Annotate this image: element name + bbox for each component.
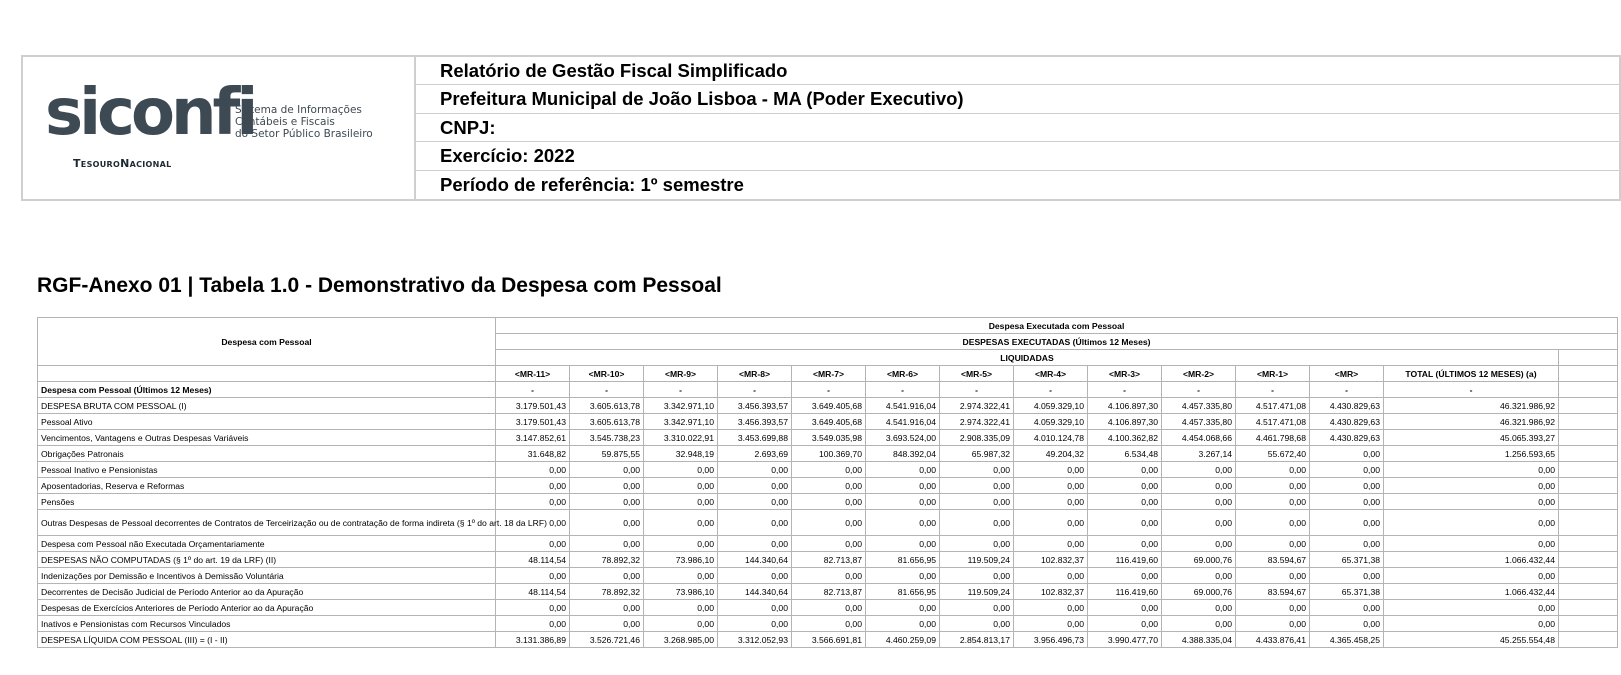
table-cell: 0,00 [792, 568, 866, 584]
row-label: DESPESA LÍQUIDA COM PESSOAL (III) = (I - II) [38, 632, 496, 648]
table-cell: 0,00 [1014, 478, 1088, 494]
table-cell: 3.649.405,68 [792, 414, 866, 430]
table-cell: 4.059.329,10 [1014, 398, 1088, 414]
table-cell: 1.066.432,44 [1384, 584, 1559, 600]
table-cell: 0,00 [718, 568, 792, 584]
table-row [38, 510, 1618, 536]
table-cell: 119.509,24 [940, 584, 1014, 600]
row-label: DESPESAS NÃO COMPUTADAS (§ 1º do art. 19 da LRF) (II) [38, 552, 496, 568]
personnel-expense-table [37, 317, 1618, 648]
table-cell: 0,00 [1162, 478, 1236, 494]
section-title: RGF-Anexo 01 | Tabela 1.0 - Demonstrativo da Despesa com Pessoal [37, 274, 722, 297]
blank-cell [1559, 414, 1618, 430]
column-header: <MR-11> [496, 366, 570, 382]
table-cell: 3.147.852,61 [496, 430, 570, 446]
column-header: <MR-8> [718, 366, 792, 382]
table-cell: 0,00 [1236, 568, 1310, 584]
table-cell: 3.342.971,10 [644, 414, 718, 430]
row-label: Vencimentos, Vantagens e Outras Despesas Variáveis [38, 430, 496, 446]
table-cell: 144.340,64 [718, 552, 792, 568]
logo-wordmark: siconfi [45, 76, 255, 150]
row-label: DESPESA BRUTA COM PESSOAL (I) [38, 398, 496, 414]
table-cell: 0,00 [1088, 510, 1162, 536]
table-cell: 0,00 [1014, 616, 1088, 632]
blank-cell [1559, 430, 1618, 446]
table-cell: 0,00 [644, 568, 718, 584]
table-cell: 0,00 [1014, 568, 1088, 584]
blank-cell [1559, 536, 1618, 552]
blank-cell [1559, 398, 1618, 414]
blank-cell [1559, 478, 1618, 494]
table-cell: 0,00 [940, 600, 1014, 616]
column-header: <MR-2> [1162, 366, 1236, 382]
table-cell: 0,00 [866, 536, 940, 552]
table-cell: 0,00 [1162, 616, 1236, 632]
table-cell: 0,00 [1088, 568, 1162, 584]
table-cell: 4.541.916,04 [866, 414, 940, 430]
table-body [38, 382, 1618, 648]
table-cell: 0,00 [1310, 510, 1384, 536]
table-row [38, 478, 1618, 494]
siconfi-logo [23, 57, 416, 199]
table-cell: 0,00 [1384, 494, 1559, 510]
table-cell: 0,00 [1162, 600, 1236, 616]
table-cell: 0,00 [866, 600, 940, 616]
table-cell: 32.948,19 [644, 446, 718, 462]
table-cell: 0,00 [570, 536, 644, 552]
row-label: Pensões [38, 494, 496, 510]
table-cell: 0,00 [1088, 478, 1162, 494]
table-cell: 0,00 [1310, 478, 1384, 494]
table-cell: 0,00 [1088, 462, 1162, 478]
table-cell: 0,00 [792, 478, 866, 494]
table-cell: 0,00 [1236, 478, 1310, 494]
table-cell: 49.204,32 [1014, 446, 1088, 462]
table-row [38, 568, 1618, 584]
table-cell: 0,00 [792, 536, 866, 552]
table-cell: 0,00 [570, 462, 644, 478]
table-cell: 3.605.613,78 [570, 398, 644, 414]
table-cell: 0,00 [644, 494, 718, 510]
table-cell: 3.179.501,43 [496, 398, 570, 414]
table-cell: 0,00 [1162, 462, 1236, 478]
table-cell: 3.566.691,81 [792, 632, 866, 648]
table-cell: 0,00 [1162, 494, 1236, 510]
table-cell: 0,00 [1310, 536, 1384, 552]
table-cell: 4.460.259,09 [866, 632, 940, 648]
table-cell: 0,00 [792, 600, 866, 616]
table-cell: 3.456.393,57 [718, 398, 792, 414]
table-cell: 3.526.721,46 [570, 632, 644, 648]
table-cell: 102.832,37 [1014, 584, 1088, 600]
table-cell: 0,00 [1162, 536, 1236, 552]
table-cell: 4.430.829,63 [1310, 430, 1384, 446]
table-cell: - [718, 382, 792, 398]
table-cell: - [1014, 382, 1088, 398]
table-cell: 0,00 [940, 462, 1014, 478]
table-cell: 83.594,67 [1236, 552, 1310, 568]
table-cell: 102.832,37 [1014, 552, 1088, 568]
table-cell: 144.340,64 [718, 584, 792, 600]
row-label: Despesas de Exercícios Anteriores de Período Anterior ao da Apuração [38, 600, 496, 616]
table-cell: 0,00 [496, 536, 570, 552]
table-cell: 0,00 [866, 478, 940, 494]
table-cell: 2.854.813,17 [940, 632, 1014, 648]
table-cell: 4.517.471,08 [1236, 398, 1310, 414]
blank-cell [1559, 600, 1618, 616]
table-cell: 4.457.335,80 [1162, 398, 1236, 414]
table-cell: 4.365.458,25 [1310, 632, 1384, 648]
table-cell: 4.433.876,41 [1236, 632, 1310, 648]
table-cell: - [940, 382, 1014, 398]
table-row [38, 536, 1618, 552]
table-cell: 0,00 [1014, 536, 1088, 552]
table-cell: 0,00 [1014, 600, 1088, 616]
table-row [38, 382, 1618, 398]
table-row [38, 414, 1618, 430]
table-cell: 3.990.477,70 [1088, 632, 1162, 648]
column-header: <MR-5> [940, 366, 1014, 382]
header-info [416, 57, 1619, 199]
table-cell: 100.369,70 [792, 446, 866, 462]
table-cell: 4.106.897,30 [1088, 398, 1162, 414]
table-cell: 0,00 [496, 510, 570, 536]
table-cell: 0,00 [1014, 494, 1088, 510]
table-cell: 0,00 [1014, 510, 1088, 536]
blank-cell [1559, 584, 1618, 600]
table-cell: 65.987,32 [940, 446, 1014, 462]
table-cell: 0,00 [1384, 536, 1559, 552]
table-cell: 65.371,38 [1310, 584, 1384, 600]
blank-header-cell [38, 366, 496, 382]
table-cell: 78.892,32 [570, 552, 644, 568]
table-cell: 69.000,76 [1162, 584, 1236, 600]
column-header: <MR-10> [570, 366, 644, 382]
table-cell: 0,00 [1384, 478, 1559, 494]
table-cell: 0,00 [718, 616, 792, 632]
table-cell: 1.256.593,65 [1384, 446, 1559, 462]
blank-cell [1559, 462, 1618, 478]
table-cell: 0,00 [718, 536, 792, 552]
table-row [38, 446, 1618, 462]
table-cell: 4.059.329,10 [1014, 414, 1088, 430]
table-cell: 0,00 [1310, 600, 1384, 616]
table-cell: 3.453.699,88 [718, 430, 792, 446]
blank-cell [1559, 446, 1618, 462]
table-cell: 0,00 [1384, 568, 1559, 584]
table-cell: - [1310, 382, 1384, 398]
row-label: Pessoal Inativo e Pensionistas [38, 462, 496, 478]
table-cell: 0,00 [570, 616, 644, 632]
column-header: TOTAL (ÚLTIMOS 12 MESES) (a) [1384, 366, 1559, 382]
table-cell: 0,00 [644, 462, 718, 478]
table-cell: 2.974.322,41 [940, 398, 1014, 414]
table-cell: 3.342.971,10 [644, 398, 718, 414]
row-header: Despesa com Pessoal [38, 318, 496, 366]
table-cell: 3.605.613,78 [570, 414, 644, 430]
table-cell: 0,00 [644, 536, 718, 552]
table-cell: 2.974.322,41 [940, 414, 1014, 430]
table-cell: - [1088, 382, 1162, 398]
table-cell: 0,00 [570, 510, 644, 536]
column-header: <MR-9> [644, 366, 718, 382]
cnpj-field: CNPJ: [416, 114, 1619, 142]
logo-subtitle [235, 104, 373, 140]
table-row [38, 462, 1618, 478]
table-cell: 0,00 [718, 494, 792, 510]
table-cell: 48.114,54 [496, 584, 570, 600]
table-cell: 0,00 [940, 494, 1014, 510]
logo-subtitle-line: do Setor Público Brasileiro [235, 128, 373, 140]
table-cell: 0,00 [644, 510, 718, 536]
table-cell: 31.648,82 [496, 446, 570, 462]
table-cell: 0,00 [940, 478, 1014, 494]
table-cell: 55.672,40 [1236, 446, 1310, 462]
table-cell: 0,00 [496, 478, 570, 494]
table-cell: 0,00 [1310, 568, 1384, 584]
table-cell: 0,00 [1236, 536, 1310, 552]
table-cell: 0,00 [718, 600, 792, 616]
blank-header-cell [1559, 366, 1618, 382]
row-label: Indenizações por Demissão e Incentivos à Demissão Voluntária [38, 568, 496, 584]
table-row [38, 632, 1618, 648]
entity-name: Prefeitura Municipal de João Lisboa - MA (Poder Executivo) [416, 85, 1619, 113]
table-cell: - [866, 382, 940, 398]
table-cell: 0,00 [570, 494, 644, 510]
table-row [38, 494, 1618, 510]
table-cell: 0,00 [1088, 616, 1162, 632]
column-headers [38, 366, 1618, 382]
table-row [38, 584, 1618, 600]
logo-subtitle-line: Contábeis e Fiscais [235, 116, 335, 128]
table-cell: 81.656,95 [866, 552, 940, 568]
table-cell: - [570, 382, 644, 398]
table-cell: 0,00 [792, 510, 866, 536]
table-cell: 116.419,60 [1088, 552, 1162, 568]
table-cell: 45.065.393,27 [1384, 430, 1559, 446]
table-cell: 4.430.829,63 [1310, 398, 1384, 414]
blank-cell [1559, 552, 1618, 568]
table-cell: 0,00 [1384, 600, 1559, 616]
table-cell: 0,00 [940, 616, 1014, 632]
table-cell: 0,00 [570, 568, 644, 584]
table-row [38, 398, 1618, 414]
column-header: <MR-6> [866, 366, 940, 382]
table-cell: 0,00 [1384, 616, 1559, 632]
personnel-expense-table-wrapper [37, 317, 1600, 648]
table-cell: 4.106.897,30 [1088, 414, 1162, 430]
table-cell: 4.454.068,66 [1162, 430, 1236, 446]
row-label: Decorrentes de Decisão Judicial de Período Anterior ao da Apuração [38, 584, 496, 600]
table-cell: 0,00 [1310, 446, 1384, 462]
table-cell: 4.100.362,82 [1088, 430, 1162, 446]
table-cell: 4.541.916,04 [866, 398, 940, 414]
table-cell: 4.010.124,78 [1014, 430, 1088, 446]
table-cell: 0,00 [718, 462, 792, 478]
blank-cell [1559, 494, 1618, 510]
table-cell: 0,00 [1310, 494, 1384, 510]
fiscal-year: Exercício: 2022 [416, 142, 1619, 170]
table-cell: 3.549.035,98 [792, 430, 866, 446]
blank-cell [1559, 616, 1618, 632]
tesouro-nacional-label: TesouroNacional [73, 157, 172, 170]
table-cell: 3.545.738,23 [570, 430, 644, 446]
row-label: Despesa com Pessoal não Executada Orçamentariamente [38, 536, 496, 552]
column-header: <MR-1> [1236, 366, 1310, 382]
sub-header: DESPESAS EXECUTADAS (Últimos 12 Meses) [496, 334, 1618, 350]
table-cell: 4.461.798,68 [1236, 430, 1310, 446]
table-cell: 0,00 [496, 568, 570, 584]
column-header: <MR-4> [1014, 366, 1088, 382]
table-cell: 73.986,10 [644, 584, 718, 600]
table-cell: 0,00 [866, 462, 940, 478]
table-cell: 3.267,14 [1162, 446, 1236, 462]
row-label: Outras Despesas de Pessoal decorrentes de Contratos de Terceirização ou de contratação de forma indireta (§ 1º do art. 18 da LRF) [38, 510, 496, 536]
row-label: Obrigações Patronais [38, 446, 496, 462]
table-cell: 0,00 [792, 616, 866, 632]
table-cell: 3.456.393,57 [718, 414, 792, 430]
blank-header-cell [1559, 350, 1618, 366]
table-cell: 3.179.501,43 [496, 414, 570, 430]
column-header: <MR-7> [792, 366, 866, 382]
table-cell: 3.310.022,91 [644, 430, 718, 446]
table-cell: 0,00 [866, 494, 940, 510]
table-cell: 0,00 [570, 478, 644, 494]
table-cell: 6.534,48 [1088, 446, 1162, 462]
table-cell: 2.693,69 [718, 446, 792, 462]
table-cell: 3.649.405,68 [792, 398, 866, 414]
table-row [38, 616, 1618, 632]
row-label: Inativos e Pensionistas com Recursos Vinculados [38, 616, 496, 632]
table-row [38, 600, 1618, 616]
table-cell: 0,00 [644, 478, 718, 494]
table-cell: 0,00 [1310, 616, 1384, 632]
table-cell: 82.713,87 [792, 584, 866, 600]
table-row [38, 430, 1618, 446]
table-cell: 0,00 [1384, 462, 1559, 478]
table-cell: 3.956.496,73 [1014, 632, 1088, 648]
table-cell: 848.392,04 [866, 446, 940, 462]
table-cell: 0,00 [940, 568, 1014, 584]
table-cell: 0,00 [866, 616, 940, 632]
table-cell: 82.713,87 [792, 552, 866, 568]
table-cell: 0,00 [1088, 494, 1162, 510]
table-cell: 4.517.471,08 [1236, 414, 1310, 430]
table-cell: - [1236, 382, 1310, 398]
table-cell: 0,00 [1384, 510, 1559, 536]
table-cell: 0,00 [644, 600, 718, 616]
table-cell: 0,00 [866, 510, 940, 536]
blank-cell [1559, 568, 1618, 584]
table-cell: 0,00 [570, 600, 644, 616]
table-cell: 0,00 [496, 600, 570, 616]
table-cell: 0,00 [496, 494, 570, 510]
table-cell: 59.875,55 [570, 446, 644, 462]
table-cell: - [792, 382, 866, 398]
table-cell: 116.419,60 [1088, 584, 1162, 600]
table-cell: 0,00 [496, 462, 570, 478]
table-cell: 2.908.335,09 [940, 430, 1014, 446]
column-header: <MR-3> [1088, 366, 1162, 382]
column-header: <MR> [1310, 366, 1384, 382]
table-cell: 0,00 [496, 616, 570, 632]
table-cell: 0,00 [1162, 568, 1236, 584]
table-cell: 3.131.386,89 [496, 632, 570, 648]
group-header: Despesa Executada com Pessoal [496, 318, 1618, 334]
table-cell: 0,00 [1162, 510, 1236, 536]
table-cell: 73.986,10 [644, 552, 718, 568]
table-cell: 3.268.985,00 [644, 632, 718, 648]
table-cell: 0,00 [940, 510, 1014, 536]
table-cell: - [1384, 382, 1559, 398]
report-header [21, 55, 1621, 201]
table-cell: 3.693.524,00 [866, 430, 940, 446]
table-cell: 3.312.052,93 [718, 632, 792, 648]
table-cell: 0,00 [866, 568, 940, 584]
table-cell: 78.892,32 [570, 584, 644, 600]
table-cell: 119.509,24 [940, 552, 1014, 568]
table-cell: 0,00 [1236, 462, 1310, 478]
table-cell: - [496, 382, 570, 398]
table-cell: 0,00 [792, 462, 866, 478]
table-cell: 0,00 [1088, 600, 1162, 616]
table-cell: 81.656,95 [866, 584, 940, 600]
row-label: Aposentadorias, Reserva e Reformas [38, 478, 496, 494]
row-label: Despesa com Pessoal (Últimos 12 Meses) [38, 382, 496, 398]
blank-cell [1559, 382, 1618, 398]
table-cell: 1.066.432,44 [1384, 552, 1559, 568]
table-cell: 0,00 [792, 494, 866, 510]
table-cell: 0,00 [1236, 494, 1310, 510]
table-cell: 0,00 [1014, 462, 1088, 478]
table-cell: 48.114,54 [496, 552, 570, 568]
report-type: Relatório de Gestão Fiscal Simplificado [416, 57, 1619, 85]
table-cell: 69.000,76 [1162, 552, 1236, 568]
blank-cell [1559, 632, 1618, 648]
table-cell: 0,00 [1310, 462, 1384, 478]
reference-period: Período de referência: 1º semestre [440, 173, 744, 195]
blank-cell [1559, 510, 1618, 536]
table-cell: - [644, 382, 718, 398]
table-cell: 65.371,38 [1310, 552, 1384, 568]
table-cell: 0,00 [1088, 536, 1162, 552]
table-cell: 46.321.986,92 [1384, 414, 1559, 430]
table-cell: - [1162, 382, 1236, 398]
table-cell: 0,00 [644, 616, 718, 632]
table-cell: 45.255.554,48 [1384, 632, 1559, 648]
table-cell: 0,00 [940, 536, 1014, 552]
liquidadas-header: LIQUIDADAS [496, 350, 1559, 366]
table-cell: 4.388.335,04 [1162, 632, 1236, 648]
logo-subtitle-line: Sistema de Informações [235, 104, 362, 116]
table-cell: 0,00 [718, 478, 792, 494]
table-cell: 0,00 [1236, 616, 1310, 632]
table-cell: 4.430.829,63 [1310, 414, 1384, 430]
table-cell: 0,00 [1236, 600, 1310, 616]
table-row [38, 552, 1618, 568]
table-cell: 0,00 [718, 510, 792, 536]
table-cell: 83.594,67 [1236, 584, 1310, 600]
table-cell: 46.321.986,92 [1384, 398, 1559, 414]
row-label: Pessoal Ativo [38, 414, 496, 430]
table-cell: 4.457.335,80 [1162, 414, 1236, 430]
table-cell: 0,00 [1236, 510, 1310, 536]
